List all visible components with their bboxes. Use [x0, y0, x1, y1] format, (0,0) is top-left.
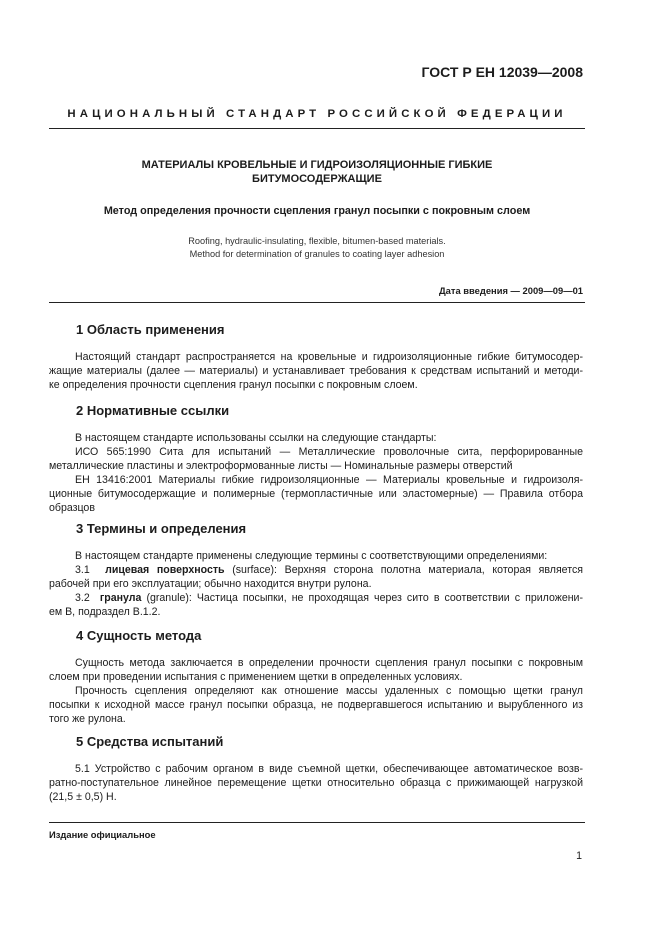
- page-number: 1: [576, 850, 582, 862]
- text-line: 5.1 Устройство с рабочим органом в виде съемной щетки, обеспечивающее автоматическое возв-: [75, 763, 583, 775]
- section-3-heading: 3 Термины и определения: [76, 521, 247, 536]
- text-line: жащие материалы (далее — материалы) и устанавливает требования к средствам испытаний и методи-: [49, 365, 583, 377]
- section-4-heading: 4 Сущность метода: [76, 628, 202, 643]
- text-line: ке определения прочности сцепления гранул посыпки с покровным слоем.: [49, 379, 418, 391]
- text-line: образцов: [49, 502, 95, 514]
- term-definition: (granule): Частица посыпки, не проходящая через сито в соответствии с приложени-: [146, 592, 584, 604]
- text-line: рабочей при его эксплуатации; обычно находится внутри рулона.: [49, 578, 372, 590]
- text-line: того же рулона.: [49, 713, 126, 725]
- text-line: Сущность метода заключается в определении прочности сцепления гранул посыпки с покровным: [75, 657, 583, 669]
- section-2-heading: 2 Нормативные ссылки: [76, 403, 230, 418]
- text-line: ИСО 565:1990 Сита для испытаний — Металлические проволочные сита, перфорированные: [75, 446, 583, 458]
- text-line: [49, 563, 583, 577]
- term-number: 3.2: [75, 592, 90, 604]
- text-line: Настоящий стандарт распространяется на кровельные и гидроизоляционные гибкие битумосодер-: [75, 351, 583, 363]
- text-line: металлические пластины и электроформованные листы — Номинальные размеры отверстий: [49, 460, 513, 472]
- footer-divider: [49, 822, 585, 823]
- section-4-paragraph-2: [49, 684, 583, 726]
- section-4-paragraph-1: [49, 656, 583, 684]
- term-name: гранула: [99, 592, 142, 604]
- text-line: (21,5 ± 0,5) Н.: [49, 791, 117, 803]
- english-title: [49, 235, 585, 261]
- section-2-reference-en: [49, 473, 583, 515]
- text-line: В настоящем стандарте использованы ссылки на следующие стандарты:: [75, 432, 437, 444]
- text-line: слоем при проведении испытания с применением щетки в определенных условиях.: [49, 671, 463, 683]
- section-5-paragraph: [49, 762, 583, 804]
- english-title-line-1: Roofing, hydraulic-insulating, flexible, bitumen-based materials.: [188, 236, 446, 246]
- section-1-heading: 1 Область применения: [76, 322, 225, 337]
- english-title-line-2: Method for determination of granules to coating layer adhesion: [189, 249, 445, 259]
- text-line: Прочность сцепления определяют как отношение массы удаленных с помощью щетки гранул: [75, 685, 583, 697]
- title-line-2: БИТУМОСОДЕРЖАЩИЕ: [252, 173, 382, 185]
- intro-divider: [49, 302, 585, 303]
- term-3-1: [49, 563, 583, 591]
- section-5-heading: 5 Средства испытаний: [76, 734, 224, 749]
- text-line: ем В, подраздел В.1.2.: [49, 606, 161, 618]
- official-edition-note: Издание официальное: [49, 829, 156, 840]
- section-2-reference-iso: [49, 445, 583, 473]
- document-subtitle: Метод определения прочности сцепления гранул посыпки с покровным слоем: [103, 205, 531, 217]
- document-code: ГОСТ Р ЕН 12039—2008: [421, 64, 583, 80]
- text-line: ЕН 13416:2001 Материалы гибкие гидроизоляционные — Материалы кровельные и гидроизоля-: [75, 474, 583, 486]
- introduction-date: Дата введения — 2009—09—01: [438, 285, 583, 296]
- section-1-paragraph: [49, 350, 583, 392]
- title-line-1: МАТЕРИАЛЫ КРОВЕЛЬНЫЕ И ГИДРОИЗОЛЯЦИОННЫЕ ГИБКИЕ: [141, 159, 493, 171]
- section-3-intro: [49, 549, 583, 563]
- document-title: [49, 158, 585, 186]
- text-line: ратно-поступательное линейное перемещение щетки относительно образца с прижимающей нагрузкой: [49, 777, 583, 789]
- text-line: ционные битумосодержащие и полимерные (термопластичные или эластомерные) — Правила отбора: [49, 488, 583, 500]
- term-name: лицевая поверхность: [105, 564, 225, 576]
- text-line: посыпки к исходной массе гранул посыпки образца, не подвергавшегося испытанию и вырубленного из: [49, 699, 583, 711]
- term-3-2: [49, 591, 583, 619]
- term-definition: (surface): Верхняя сторона полотна материала, которая является: [232, 564, 583, 576]
- section-2-intro: [49, 431, 583, 445]
- text-line: [49, 591, 583, 605]
- text-line: В настоящем стандарте применены следующие термины с соответствующими определениями:: [75, 550, 548, 562]
- banner-divider: [49, 128, 585, 129]
- standard-banner: НАЦИОНАЛЬНЫЙ СТАНДАРТ РОССИЙСКОЙ ФЕДЕРАЦИИ: [67, 108, 567, 120]
- term-number: 3.1: [75, 564, 90, 576]
